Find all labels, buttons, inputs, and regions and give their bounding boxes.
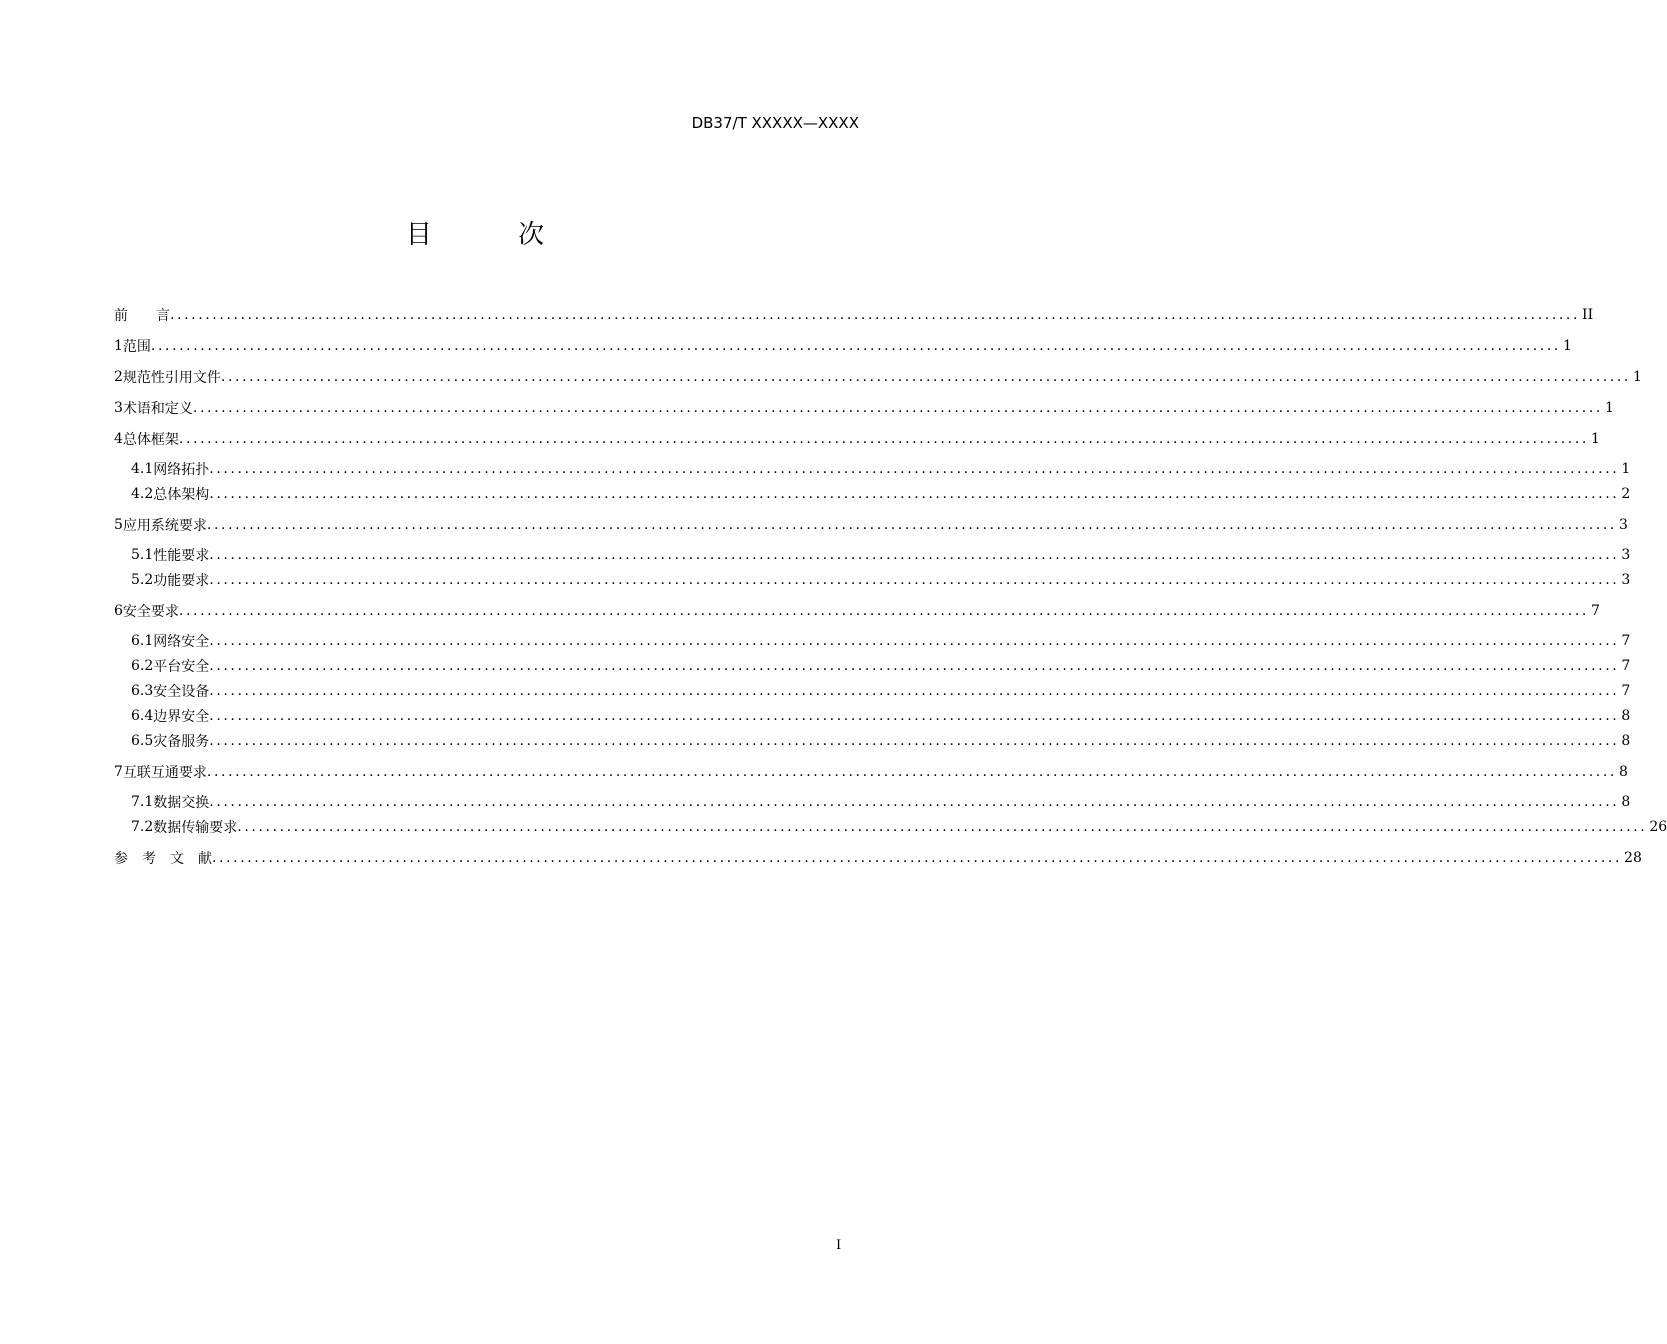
- toc-entry-page: 3: [1618, 516, 1628, 533]
- toc-entry[interactable]: [114, 759, 1628, 784]
- dot-leader: ........................................................................................................................................................................................................: [150, 337, 1561, 354]
- toc-entry[interactable]: [114, 653, 1631, 678]
- toc-entry[interactable]: [114, 302, 1594, 327]
- dot-leader: ........................................................................................................................................................................................................: [192, 399, 1603, 416]
- toc-entry-number: 5.1: [131, 546, 154, 563]
- toc-entry[interactable]: [114, 426, 1600, 451]
- toc-entry-page: 1: [1562, 337, 1572, 354]
- toc-entry-title: 安全设备: [153, 683, 210, 700]
- toc-entry-page: 8: [1618, 763, 1628, 780]
- toc-entry-title: 互联互通要求: [122, 764, 207, 781]
- toc-entry[interactable]: [114, 333, 1572, 358]
- toc-entry-title: 安全要求: [122, 603, 179, 620]
- dot-leader: ........................................................................................................................................................................................................: [209, 485, 1620, 502]
- dot-leader: ........................................................................................................................................................................................................: [209, 546, 1620, 563]
- toc-entry[interactable]: [114, 678, 1631, 703]
- toc-entry-number: 4.2: [131, 485, 154, 502]
- toc-entry-title: 网络安全: [153, 633, 210, 650]
- toc-entry[interactable]: [114, 364, 1642, 389]
- toc-entry-number: 7.1: [131, 793, 154, 810]
- toc-entry-page: 8: [1621, 732, 1631, 749]
- toc-entry-page: 8: [1621, 793, 1631, 810]
- toc-entry[interactable]: [114, 728, 1631, 753]
- toc-entry-number: 3: [114, 399, 123, 416]
- toc-entry-title: 网络拓扑: [153, 461, 210, 478]
- toc-entry[interactable]: [114, 789, 1631, 814]
- toc-entry-page: 2: [1621, 485, 1631, 502]
- toc-entry[interactable]: [114, 845, 1642, 870]
- dot-leader: ........................................................................................................................................................................................................: [206, 516, 1617, 533]
- dot-leader: ........................................................................................................................................................................................................: [170, 306, 1581, 323]
- toc-entry-page: 7: [1621, 657, 1631, 674]
- toc-entry[interactable]: [114, 703, 1631, 728]
- dot-leader: ........................................................................................................................................................................................................: [209, 707, 1620, 724]
- document-id: DB37/T XXXXX—XXXX: [691, 114, 859, 132]
- toc-entry-title: 规范性引用文件: [122, 369, 221, 386]
- toc-entry-number: 7: [114, 763, 123, 780]
- toc-entry-title: 功能要求: [153, 572, 210, 589]
- toc-entry-title: 参 考 文 献: [114, 850, 212, 867]
- dot-leader: ........................................................................................................................................................................................................: [206, 763, 1617, 780]
- toc-entry-title: 总体架构: [153, 486, 210, 503]
- toc-entry-number: 4.1: [131, 460, 154, 477]
- dot-leader: ........................................................................................................................................................................................................: [209, 460, 1620, 477]
- toc-entry-title: 前 言: [114, 307, 170, 324]
- toc-entry-page: 26: [1649, 818, 1667, 835]
- toc-entry[interactable]: [114, 395, 1614, 420]
- toc-entry[interactable]: [114, 481, 1631, 506]
- toc-entry-page: 7: [1621, 632, 1631, 649]
- dot-leader: ........................................................................................................................................................................................................: [178, 430, 1589, 447]
- toc-entry-page: 28: [1624, 849, 1642, 866]
- toc-entry[interactable]: [114, 512, 1628, 537]
- toc-entry-number: 6.2: [131, 657, 154, 674]
- toc-entry-title: 总体框架: [122, 431, 179, 448]
- toc-entry-title: 平台安全: [153, 658, 210, 675]
- toc-entry-page: II: [1582, 306, 1594, 323]
- page-title: 目 次: [405, 220, 584, 250]
- toc-entry-number: 5: [114, 516, 123, 533]
- dot-leader: ........................................................................................................................................................................................................: [209, 793, 1620, 810]
- dot-leader: ........................................................................................................................................................................................................: [220, 368, 1631, 385]
- toc-entry-number: 6.4: [131, 707, 154, 724]
- dot-leader: ........................................................................................................................................................................................................: [209, 571, 1620, 588]
- dot-leader: ........................................................................................................................................................................................................: [209, 632, 1620, 649]
- toc-entry[interactable]: [114, 567, 1631, 592]
- toc-entry[interactable]: [114, 628, 1631, 653]
- toc-entry-number: 6: [114, 602, 123, 619]
- toc-entry-page: 1: [1632, 368, 1642, 385]
- toc-entry-page: 1: [1590, 430, 1600, 447]
- toc-entry-number: 6.3: [131, 682, 154, 699]
- toc-entry-number: 5.2: [131, 571, 154, 588]
- toc-entry[interactable]: [114, 456, 1631, 481]
- toc-entry[interactable]: [114, 542, 1631, 567]
- toc-entry-title: 数据传输要求: [153, 819, 238, 836]
- toc-entry-page: 1: [1621, 460, 1631, 477]
- toc-entry-title: 范围: [122, 338, 151, 355]
- toc-entry-title: 数据交换: [153, 794, 210, 811]
- toc-entry-title: 性能要求: [153, 547, 210, 564]
- toc-entry-number: 7.2: [131, 818, 154, 835]
- dot-leader: ........................................................................................................................................................................................................: [212, 849, 1623, 866]
- toc-entry-title: 术语和定义: [122, 400, 193, 417]
- toc-entry-page: 8: [1621, 707, 1631, 724]
- toc-entry[interactable]: [114, 598, 1600, 623]
- toc-entry-number: 2: [114, 368, 123, 385]
- table-of-contents: [114, 302, 1667, 870]
- toc-entry-title: 边界安全: [153, 708, 210, 725]
- dot-leader: ........................................................................................................................................................................................................: [178, 602, 1589, 619]
- toc-entry-page: 1: [1604, 399, 1614, 416]
- dot-leader: ........................................................................................................................................................................................................: [209, 682, 1620, 699]
- toc-entry[interactable]: [114, 814, 1667, 839]
- page-number: I: [836, 1238, 842, 1253]
- dot-leader: ........................................................................................................................................................................................................: [209, 732, 1620, 749]
- dot-leader: ........................................................................................................................................................................................................: [237, 818, 1648, 835]
- toc-entry-page: 3: [1621, 571, 1631, 588]
- toc-entry-number: 1: [114, 337, 123, 354]
- toc-entry-page: 7: [1590, 602, 1600, 619]
- toc-entry-number: 6.1: [131, 632, 154, 649]
- dot-leader: ........................................................................................................................................................................................................: [209, 657, 1620, 674]
- toc-entry-title: 应用系统要求: [122, 517, 207, 534]
- toc-entry-number: 6.5: [131, 732, 154, 749]
- toc-entry-page: 3: [1621, 546, 1631, 563]
- toc-entry-title: 灾备服务: [153, 733, 210, 750]
- toc-entry-number: 4: [114, 430, 123, 447]
- toc-entry-page: 7: [1621, 682, 1631, 699]
